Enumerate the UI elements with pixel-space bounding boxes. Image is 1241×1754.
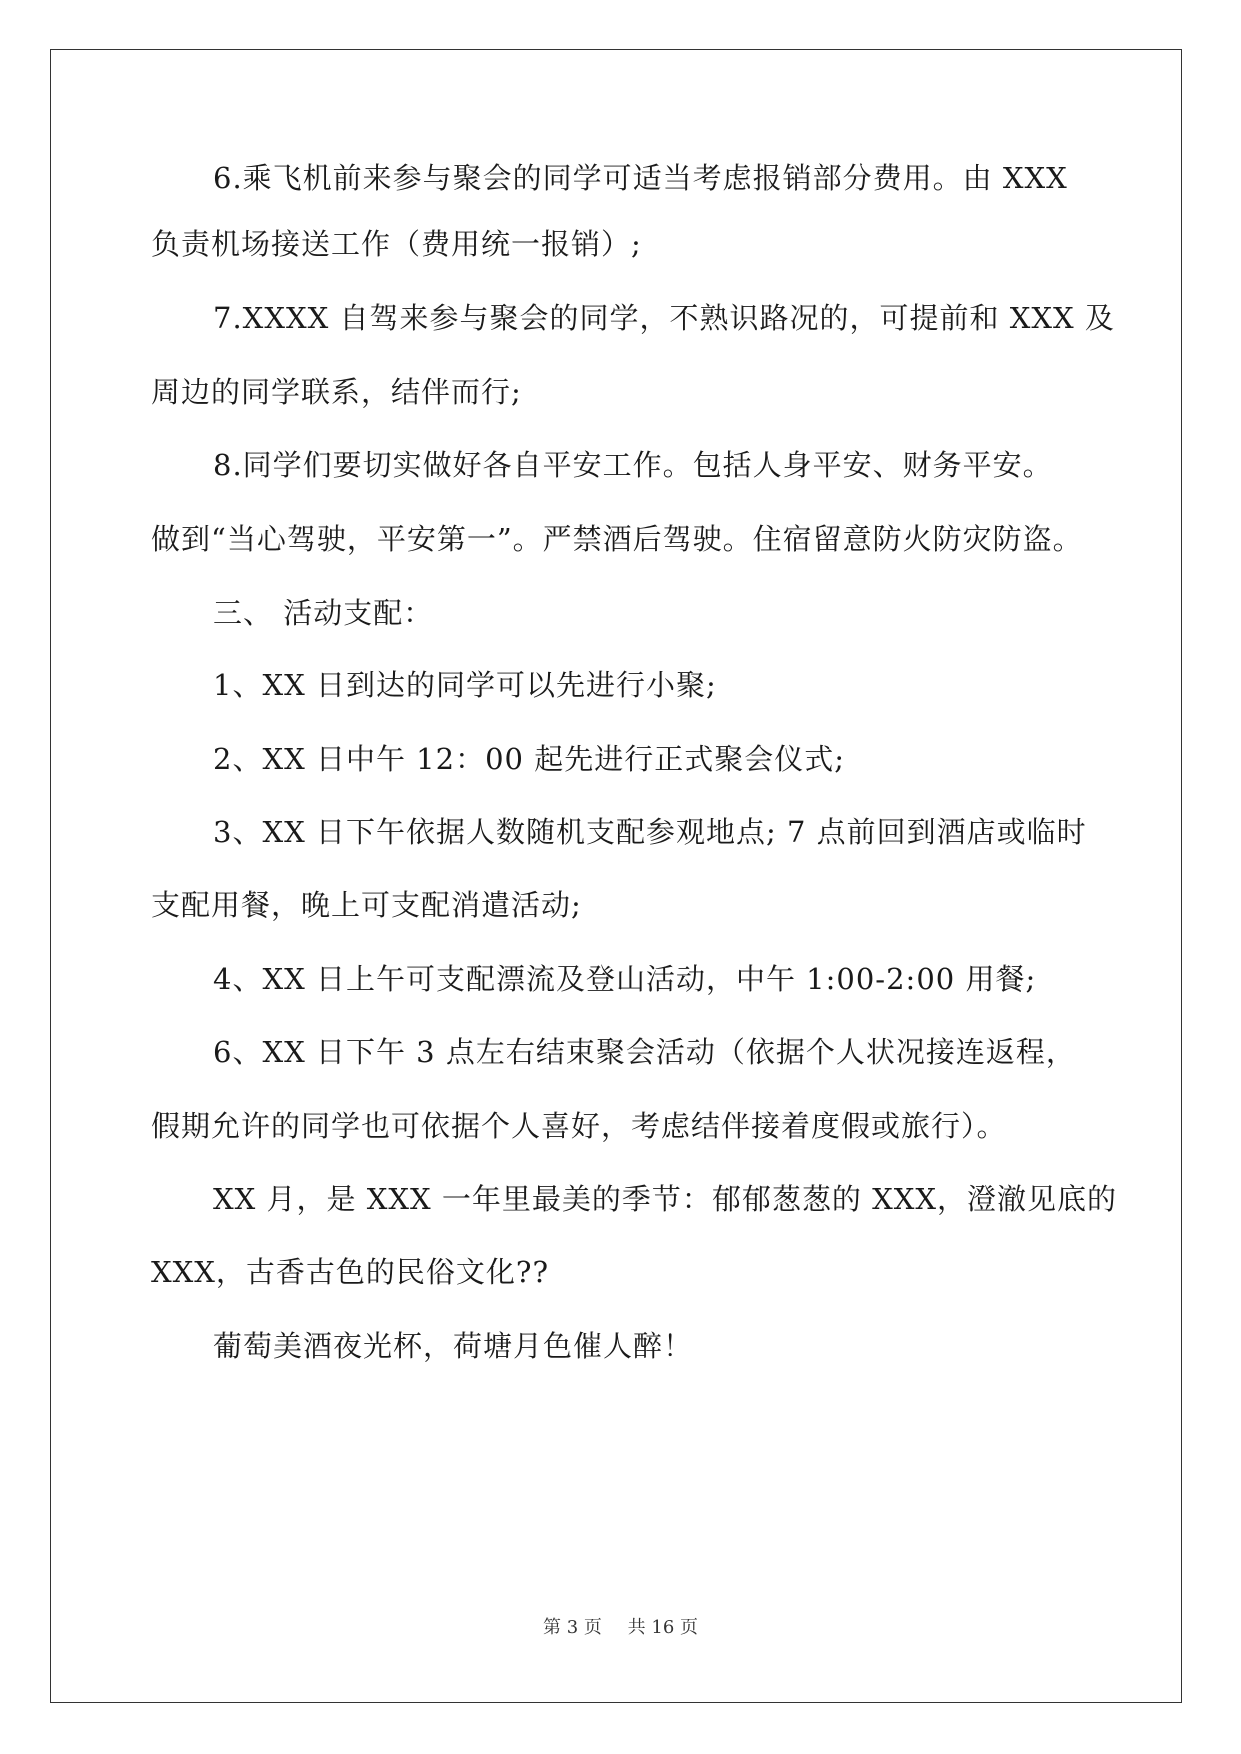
list-item: 假期允许的同学也可依据个人喜好，考虑结伴接着度假或旅行）。 [151,1109,1007,1143]
list-item: 4、XX 日上午可支配漂流及登山活动，中午 1:00-2:00 用餐; [213,962,1037,996]
page-footer [0,1613,1241,1639]
paragraph-line: 葡萄美酒夜光杯，荷塘月色催人醉！ [213,1329,694,1363]
paragraph-line: XX 月，是 XXX 一年里最美的季节：郁郁葱葱的 XXX，澄澈见底的 [213,1182,1118,1216]
list-item: 3、XX 日下午依据人数随机支配参观地点; 7 点前回到酒店或临时 [213,815,1087,849]
list-item: 2、XX 日中午 12：00 起先进行正式聚会仪式; [213,742,845,776]
paragraph-line: 周边的同学联系，结伴而行; [151,375,522,409]
list-item: 1、XX 日到达的同学可以先进行小聚; [213,668,717,702]
section-heading: 三、 活动支配： [213,596,434,630]
page-border [50,49,1182,1703]
paragraph-line: 负责机场接送工作（费用统一报销）; [151,227,642,261]
list-item: 6、XX 日下午 3 点左右结束聚会活动（依据个人状况接连返程， [213,1035,1076,1069]
paragraph-line: 做到“当心驾驶，平安第一”。严禁酒后驾驶。住宿留意防火防灾防盗。 [151,522,1083,556]
paragraph-line: 7.XXXX 自驾来参与聚会的同学，不熟识路况的，可提前和 XXX 及 [213,301,1115,335]
page-total: 共 16 页 [627,1617,698,1638]
list-item: 支配用餐，晚上可支配消遣活动; [151,888,582,922]
page-number: 第 3 页 [543,1617,602,1638]
paragraph-line: 6.乘飞机前来参与聚会的同学可适当考虑报销部分费用。由 XXX [213,161,1068,195]
paragraph-line: 8.同学们要切实做好各自平安工作。包括人身平安、财务平安。 [213,448,1053,482]
paragraph-line: XXX，古香古色的民俗文化?? [151,1255,550,1289]
